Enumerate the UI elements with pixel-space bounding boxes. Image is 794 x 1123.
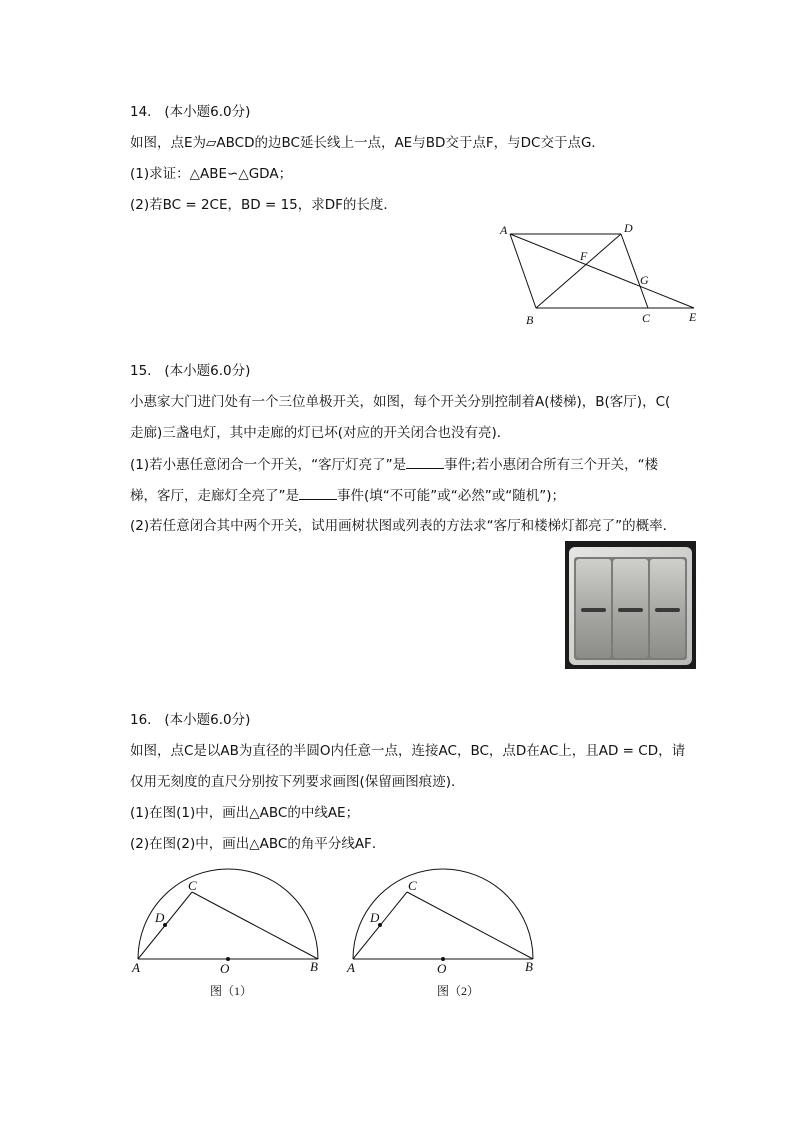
semicircle-figure-2 — [343, 868, 543, 1003]
q15-header — [130, 362, 250, 380]
q16-line4: (2)在图(2)中，画出△ABC的角平分线AF． — [130, 836, 386, 852]
q15-line2: 走廊)三盏电灯，其中走廊的灯已坏(对应的开关闭合也没有亮)． — [130, 425, 511, 441]
q14-header — [130, 103, 250, 121]
fig2-label-A: A — [347, 960, 355, 975]
q14-label-F: F — [580, 249, 588, 263]
q15-line3-part1: (1)若小惠任意闭合一个开关，“客厅灯亮了”是 — [130, 457, 407, 473]
fig1-label-A: A — [132, 960, 140, 975]
q15-line3 — [130, 455, 658, 474]
q16-line3: (1)在图(1)中，画出△ABC的中线AE； — [130, 805, 360, 821]
q15-line4-part1: 梯，客厅，走廊灯全亮了”是 — [130, 488, 299, 504]
fig1-caption: 图（1） — [210, 984, 253, 998]
q14-label-G: G — [640, 273, 649, 287]
q14-points: (本小题6.0分) — [164, 104, 251, 120]
q14-label-D: D — [624, 221, 633, 235]
q14-number: 14. — [130, 104, 152, 120]
fig1-label-C: C — [188, 878, 197, 893]
q14-label-E: E — [689, 310, 697, 324]
q16-line1: 如图，点C是以AB为直径的半圆O内任意一点，连接AC，BC，点D在AC上，且AD = CD，请 — [130, 743, 686, 759]
q15-line4-part2: 事件(填“不可能”或“必然”或“随机”)； — [337, 488, 565, 504]
fig1-label-D: D — [155, 910, 165, 925]
q15-line5: (2)若任意闭合其中两个开关，试用画树状图或列表的方法求“客厅和楼梯灯都亮了”的概率． — [130, 518, 677, 534]
q14-label-B: B — [526, 313, 534, 327]
answer-blank-2 — [299, 486, 337, 500]
answer-blank-1 — [406, 455, 444, 469]
fig2-label-B: B — [525, 959, 533, 974]
q15-line4 — [130, 486, 565, 505]
q16-number: 16. — [130, 712, 152, 728]
fig1-label-B: B — [310, 959, 318, 974]
fig2-label-C: C — [408, 878, 417, 893]
q14-parallelogram-figure — [490, 218, 710, 333]
q15-number: 15. — [130, 363, 152, 379]
fig2-label-D: D — [370, 910, 380, 925]
q16-points: (本小题6.0分) — [164, 712, 251, 728]
q14-line1: 如图，点E为▱ABCD的边BC延长线上一点，AE与BD交于点F，与DC交于点G． — [130, 135, 605, 151]
q15-points: (本小题6.0分) — [164, 363, 251, 379]
q16-line2: 仅用无刻度的直尺分别按下列要求画图(保留画图痕迹)． — [130, 774, 465, 790]
q15-line1: 小惠家大门进门处有一个三位单极开关，如图，每个开关分别控制着A(楼梯)，B(客厅)，C( — [130, 394, 671, 410]
q14-line3: (2)若BC = 2CE，BD = 15，求DF的长度． — [130, 197, 397, 213]
q16-header — [130, 711, 250, 729]
semicircle-figure-1 — [128, 868, 328, 1003]
fig2-caption: 图（2） — [437, 984, 480, 998]
q14-label-A: A — [500, 223, 508, 237]
fig1-label-O: O — [220, 961, 230, 976]
q15-line3-part2: 事件;若小惠闭合所有三个开关，“楼 — [444, 457, 659, 473]
q14-line2: (1)求证：△ABE∽△GDA； — [130, 166, 293, 182]
light-switch-photo — [565, 541, 696, 669]
fig2-label-O: O — [437, 961, 447, 976]
q14-label-C: C — [642, 311, 651, 325]
